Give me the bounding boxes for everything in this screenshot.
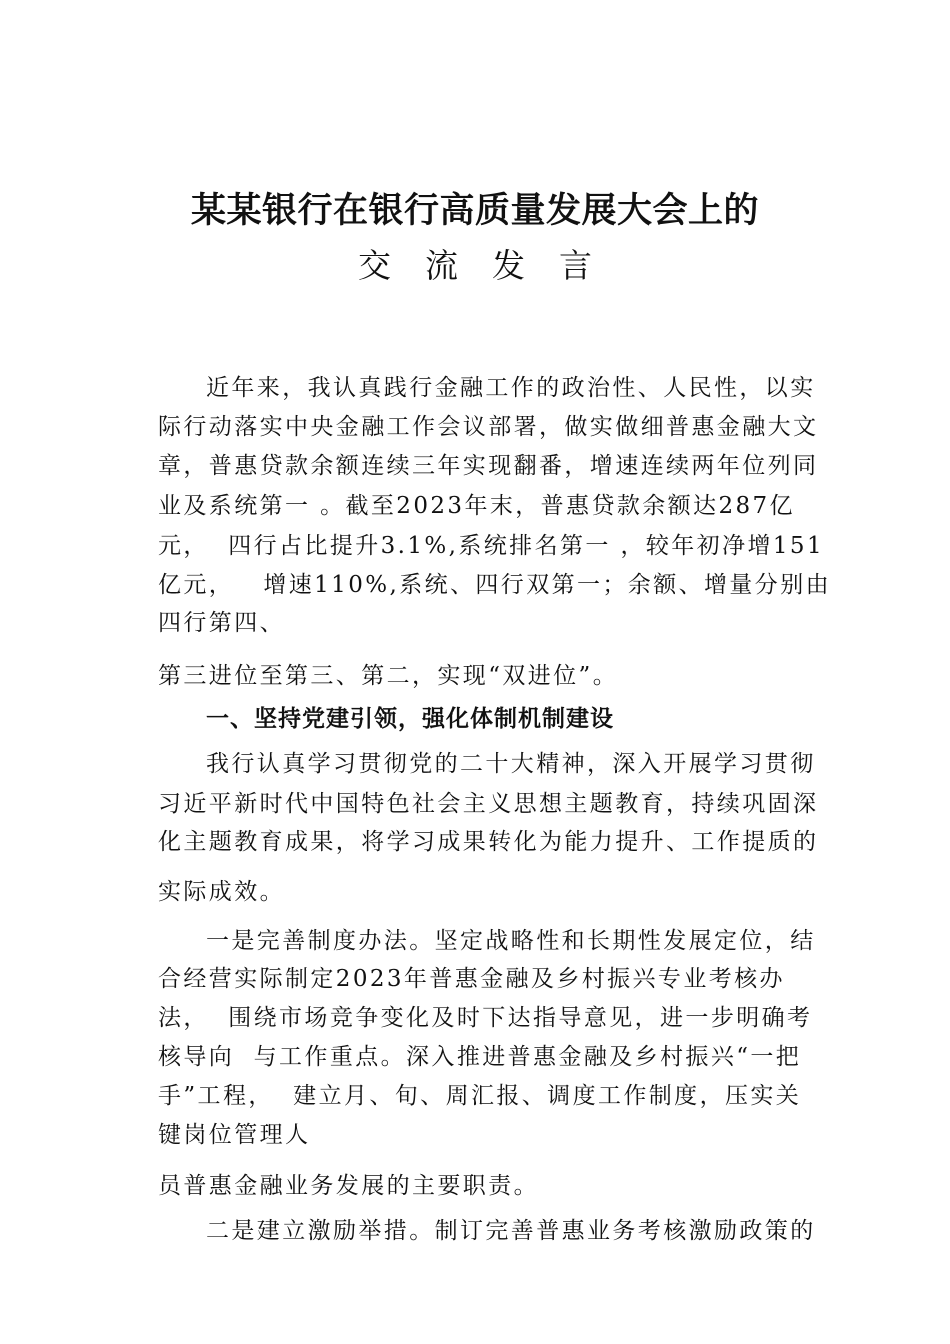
body-line: 化主题教育成果，将学习成果转化为能力提升、工作提质的	[158, 829, 819, 855]
body-line: 四行第四、	[158, 610, 285, 636]
subtitle-char: 发	[492, 246, 525, 285]
body-line: 业及系统第一 。截至2023年末，普惠贷款余额达287亿	[158, 493, 795, 519]
body-line: 近年来，我认真践行金融工作的政治性、人民性，以实	[206, 375, 816, 401]
body-line: 法， 围绕市场竞争变化及时下达指导意见，进一步明确考	[158, 1005, 813, 1031]
document-subtitle	[0, 240, 950, 287]
body-line: 键岗位管理人	[158, 1122, 311, 1148]
section-heading: 一、坚持党建引领，强化体制机制建设	[206, 706, 614, 732]
body-line: 章，普惠贷款余额连续三年实现翻番，增速连续两年位列同	[158, 453, 819, 479]
document-title: 某某银行在银行高质量发展大会上的	[190, 191, 759, 231]
body-line: 合经营实际制定2023年普惠金融及乡村振兴专业考核办	[158, 966, 785, 992]
body-line: 员普惠金融业务发展的主要职责。	[158, 1173, 539, 1199]
body-line: 际行动落实中央金融工作会议部署，做实做细普惠金融大文	[158, 414, 819, 440]
subtitle-char: 言	[559, 246, 592, 285]
subtitle-char: 流	[425, 246, 458, 285]
body-line: 元， 四行占比提升3.1%,系统排名第一 ，较年初净增151	[158, 533, 824, 559]
body-line: 二是建立激励举措。制订完善普惠业务考核激励政策的	[206, 1218, 816, 1244]
body-line: 习近平新时代中国特色社会主义思想主题教育，持续巩固深	[158, 791, 819, 817]
body-line: 一是完善制度办法。坚定战略性和长期性发展定位，结	[206, 928, 816, 954]
body-line: 实际成效。	[158, 879, 285, 905]
body-line: 我行认真学习贯彻党的二十大精神，深入开展学习贯彻	[206, 751, 816, 777]
body-line: 第三进位至第三、第二，实现“双进位”。	[158, 663, 619, 689]
body-line: 核导向 与工作重点。深入推进普惠金融及乡村振兴“一把	[158, 1044, 802, 1070]
body-line: 手”工程， 建立月、旬、周汇报、调度工作制度，压实关	[158, 1083, 802, 1109]
subtitle-char: 交	[358, 246, 391, 285]
body-line: 亿元， 增速110%,系统、四行双第一；余额、增量分别由	[158, 572, 831, 598]
